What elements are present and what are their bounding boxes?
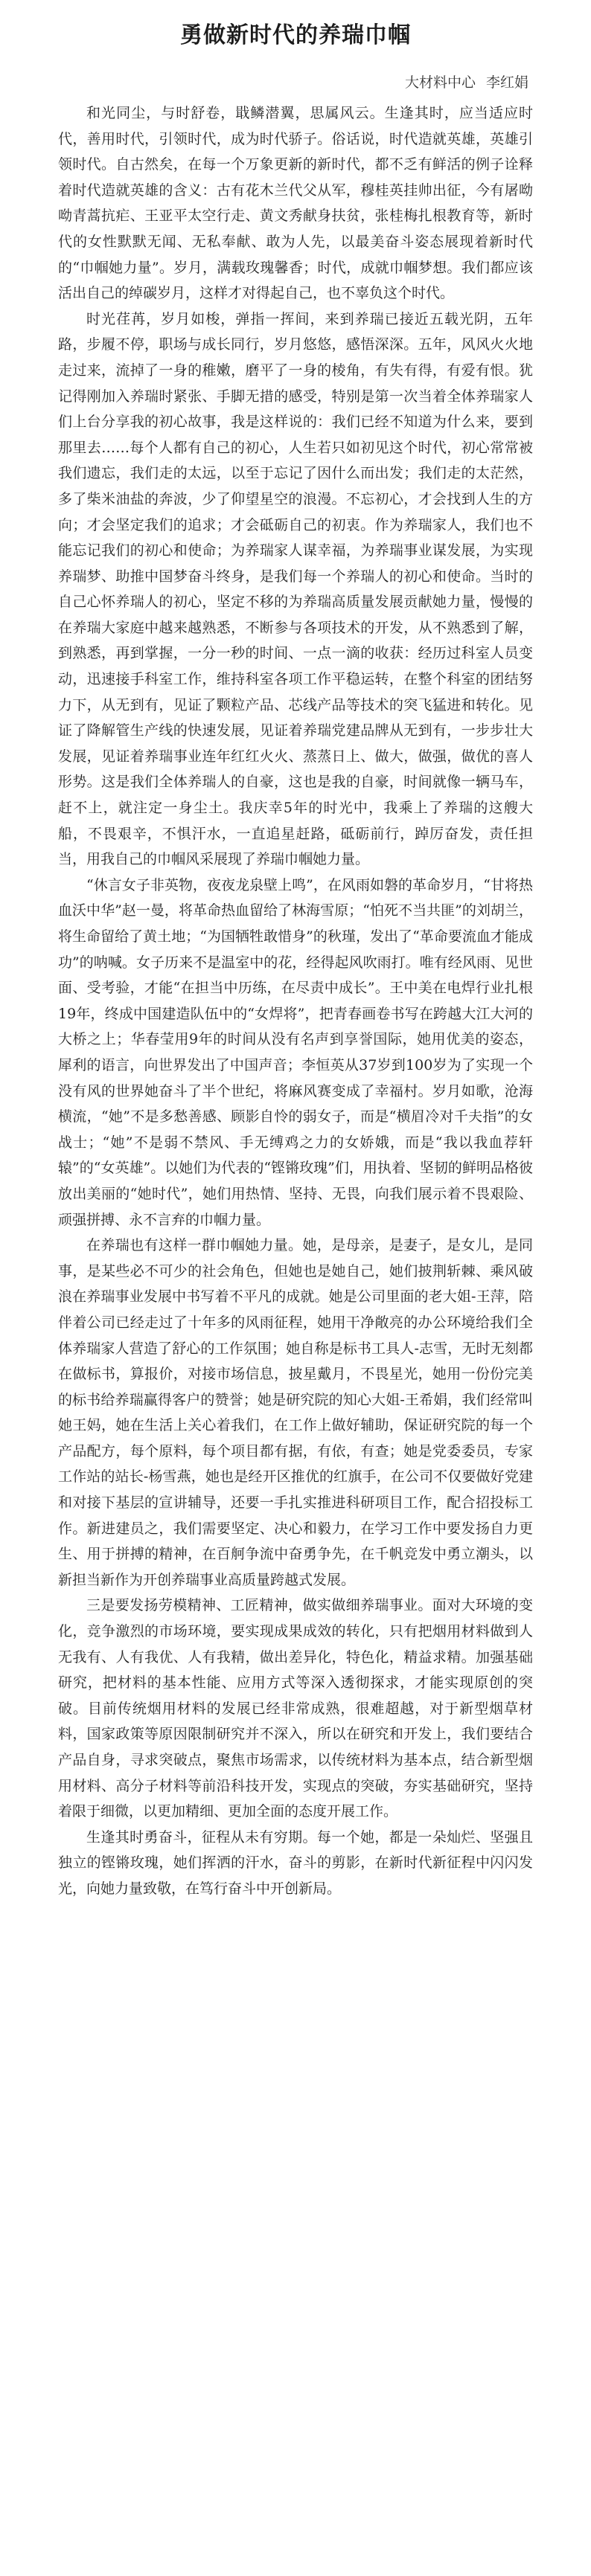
author-department: 大材料中心: [404, 74, 476, 91]
article-title: 勇做新时代的养瑞巾帼: [180, 22, 411, 48]
paragraph-craftsman-spirit: 三是要发扬劳模精神、工匠精神，做实做细养瑞事业。面对大环境的变化，竞争激烈的市场环境，要实现成果成效的转化，只有把烟用材料做到人无我有、人有我优、人有我精，做出差异化，特色化，精益求精。加强基础研究，把材料的基本性能、应用方式等深入透彻探求，才能实现原创的突破。目前传统烟用材料的发展已经非常成熟，很难超越，对于新型烟草材料，国家政策等原因限制研究并不深入，所以在研究和开发上，我们要结合产品自身，寻求突破点，聚焦市场需求，以传统材料为基本点，结合新型烟用材料、高分子材料等前沿科技开发，实现点的突破，夯实基础研究，坚持着限于细微，以更加精细、更加全面的态度开展工作。: [58, 1597, 533, 1820]
author-name: 李红娟: [485, 74, 528, 91]
article-body: [58, 100, 533, 1902]
byline: [58, 71, 533, 91]
paragraph-conclusion: 生逢其时勇奋斗，征程从未有穷期。每一个她，都是一朵灿烂、坚强且独立的铿锵玫瑰，她们挥洒的汗水，奋斗的剪影，在新时代新征程中闪闪发光，向她力量致敬，在笃行奋斗中开创新局。: [58, 1828, 533, 1897]
paragraph-heroines: “休言女子非英物，夜夜龙泉壁上鸣”，在风雨如磐的革命岁月，“甘将热血沃中华”赵一曼，将革命热血留给了林海雪原；“怕死不当共匪”的刘胡兰，将生命留给了黄土地；“为国牺牲敢惜身”的秋瑾，发出了“革命要流血才能成功”的呐喊。女子历来不是温室中的花，经得起风吹雨打。唯有经风雨、见世面、受考验，才能“在担当中历练，在尽责中成长”。王中美在电焊行业扎根19年，终成中国建造队伍中的“女焊将”，把青春画卷书写在跨越大江大河的大桥之上；华春莹用9年的时间从没有名声到享誉国际，她用优美的姿态，犀利的语言，向世界发出了中国声音；李恒英从37岁到100岁为了实现一个没有风的世界她奋斗了半个世纪，将麻风赛变成了幸福村。岁月如歌，沧海横流，“她”不是多愁善感、顾影自怜的弱女子，而是“横眉冷对千夫指”的女战士；“她”不是弱不禁风、手无缚鸡之力的女娇娥，而是“我以我血荐轩辕”的“女英雄”。以她们为代表的“铿锵玫瑰”们，用执着、坚韧的鲜明品格彼放出美丽的“她时代”，她们用热情、坚持、无畏，向我们展示着不畏艰险、顽强拼搏、永不言弃的巾帼力量。: [58, 876, 533, 1228]
paragraph-yangrui-women: 在养瑞也有这样一群巾帼她力量。她，是母亲，是妻子，是女儿，是同事，是某些必不可少的社会角色，但她也是她自己，她们披荆斩棘、乘风破浪在养瑞事业发展中书写着不平凡的成就。她是公司里面的老大姐-王萍，陪伴着公司已经走过了十年多的风雨征程，她用干净敞亮的办公环境给我们全体养瑞家人营造了舒心的工作氛围；她自称是标书工具人-志雪，无时无刻都在做标书，算报价，对接市场信息，披星戴月，不畏星光，她用一份份完美的标书给养瑞赢得客户的赞誉；她是研究院的知心大姐-王希娟，我们经常叫她王妈，她在生活上关心着我们，在工作上做好辅助，保证研究院的每一个产品配方，每个原料，每个项目都有据，有依，有查；她是党委委员，专家工作站的站长-杨雪燕，她也是经开区推优的红旗手，在公司不仅要做好党建和对接下基层的宣讲辅导，还要一手扎实推进科研项目工作，配合招投标工作。新进建员之，我们需要坚定、决心和毅力，在学习工作中要发扬自力更生、用于拼搏的精神，在百舸争流中奋勇争先，在千帆竞发中勇立潮头，以新担当新作为开创养瑞事业高质量跨越式发展。: [58, 1237, 533, 1588]
paragraph-five-years: 时光荏苒，岁月如梭，弹指一挥间，来到养瑞已接近五载光阴，五年路，步履不停，职场与成长同行，岁月悠悠，感悟深深。五年，风风火火地走过来，流掉了一身的稚嫩，磨平了一身的棱角，有失有得，有爱有恨。犹记得刚加入养瑞时紧张、手脚无措的感受，特别是第一次当着全体养瑞家人们上台分享我的初心故事，我是这样说的：我们已经不知道为什么来，要到那里去……每个人都有自己的初心，人生若只如初见这个时代，初心常常被我们遗忘，我们走的太远，以至于忘记了因什么而出发；我们走的太茫然，多了柴米油盐的奔波，少了仰望星空的浪漫。不忘初心，才会找到人生的方向；才会坚定我们的追求；才会砥砺自己的初衷。作为养瑞家人，我们也不能忘记我们的初心和使命；为养瑞家人谋幸福，为养瑞事业谋发展，为实现养瑞梦、助推中国梦奋斗终身，是我们每一个养瑞人的初心和使命。当时的自己心怀养瑞人的初心，坚定不移的为养瑞高质量发展贡献她力量，慢慢的在养瑞大家庭中越来越熟悉，不断参与各项技术的开发，从不熟悉到了解，到熟悉，再到掌握，一分一秒的时间、一点一滴的收获：经历过科室人员变动，迅速接手科室工作，维持科室各项工作平稳运转，在整个科室的团结努力下，从无到有，见证了颗粒产品、芯线产品等技术的突飞猛进和转化。见证了降解管生产线的快速发展，见证着养瑞党建品牌从无到有，一步步壮大发展，见证着养瑞事业连年红红火火、蒸蒸日上、做大，做强，做优的喜人形势。这是我们全体养瑞人的自豪，这也是我的自豪，时间就像一辆马车，赶不上，就注定一身尘土。我庆幸5年的时光中，我乘上了养瑞的这艘大船，不畏艰辛，不惧汗水，一直追星赶路，砥砺前行，踔厉奋发，责任担当，用我自己的巾帼风采展现了养瑞巾帼她力量。: [58, 310, 533, 868]
paragraph-intro: 和光同尘，与时舒卷，戢鳞潜翼，思属风云。生逢其时，应当适应时代，善用时代，引领时代，成为时代骄子。俗话说，时代造就英雄，英雄引领时代。自古然矣，在每一个万象更新的新时代，都不乏有鲜活的例子诠释着时代造就英雄的含义：古有花木兰代父从军，穆桂英挂帅出征，今有屠呦呦青蒿抗疟、王亚平太空行走、黄文秀献身扶贫，张桂梅扎根教育等，新时代的女性默默无闻、无私奉献、敢为人先，以最美奋斗姿态展现着新时代的“巾帼她力量”。岁月，满载玫瑰馨香；时代，成就巾帼梦想。我们都应该活出自己的绰碳岁月，这样才对得起自己，也不辜负这个时代。: [58, 105, 533, 302]
